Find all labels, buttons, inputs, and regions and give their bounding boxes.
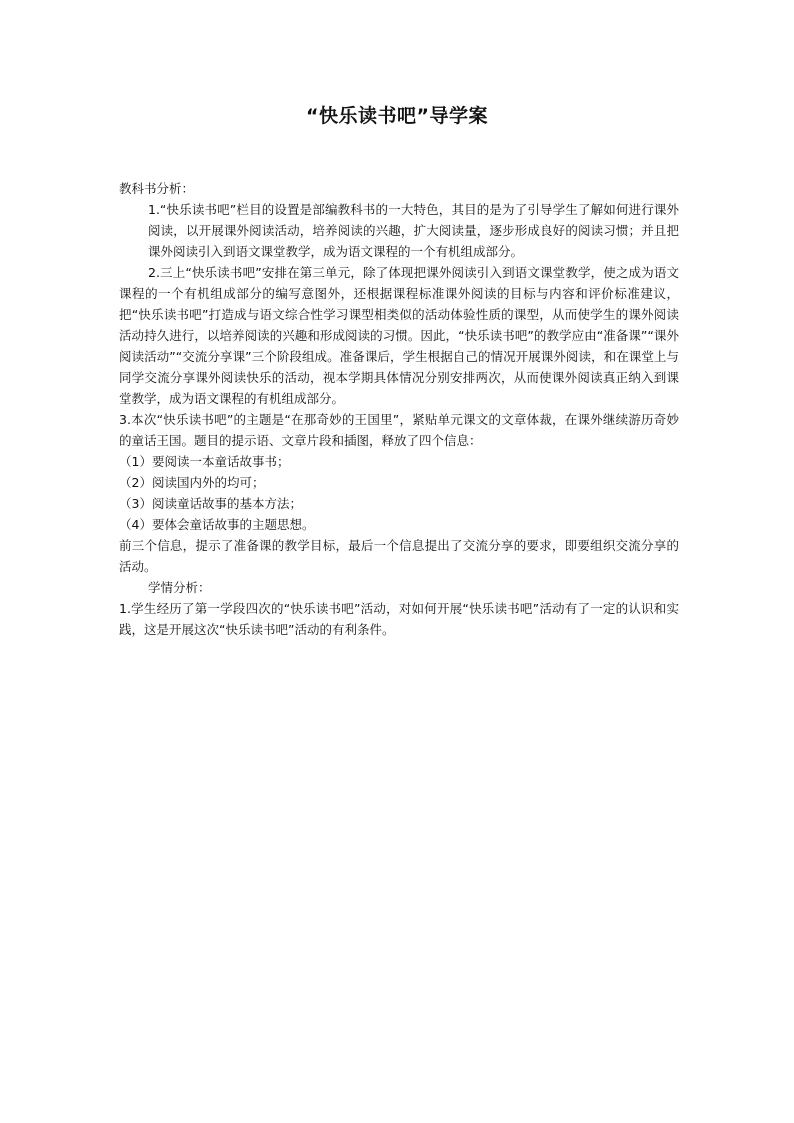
paragraph-4: 前三个信息，提示了准备课的教学目标，最后一个信息提出了交流分享的要求，即要组织交流分享的活动。 — [119, 538, 679, 574]
list-item: （3）阅读童话故事的基本方法； — [119, 496, 302, 511]
list-item: （2）阅读国内外的均可； — [119, 475, 265, 490]
document-title: “快乐读书吧”导学案 — [306, 105, 488, 127]
list-item: （4）要体会童话故事的主题思想。 — [119, 517, 315, 532]
paragraph-3: 3.本次“快乐读书吧”的主题是“在那奇妙的王国里”，紧贴单元课文的文章体裁，在课外继续游历奇妙的童话王国。题目的提示语、文章片段和插图，释放了四个信息： — [119, 412, 679, 448]
paragraph-2: 2.三上“快乐读书吧”安排在第三单元，除了体现把课外阅读引入到语文课堂教学，使之成为语文课程的一个有机组成部分的编写意图外，还根据课程标准课外阅读的目标与内容和评价标准建议，把“快乐读书吧”打造成与语文综合性学习课型相类似的活动体验性质的课型，从而使学生的课外阅读活动持久进行，以培养阅读的兴趣和形成阅读的习惯。因此，“快乐读书吧”的教学应由“准备课”“课外阅读活动”“交流分享课”三个阶段组成。准备课后，学生根据自己的情况开展课外阅读，和在课堂上与同学交流分享课外阅读快乐的活动，视本学期具体情况分别安排两次，从而使课外阅读真正纳入到课堂教学，成为语文课程的有机组成部分。 — [119, 265, 679, 406]
document-body — [119, 178, 679, 640]
list-item: （1）要阅读一本童话故事书； — [119, 454, 290, 469]
textbook-analysis-label: 教科书分析： — [119, 181, 195, 196]
student-analysis-label: 学情分析： — [148, 580, 211, 595]
paragraph-1: 1.“快乐读书吧”栏目的设置是部编教科书的一大特色，其目的是为了引导学生了解如何进行课外阅读，以开展课外阅读活动，培养阅读的兴趣，扩大阅读量，逐步形成良好的阅读习惯；并且把课外阅读引入到语文课堂教学，成为语文课程的一个有机组成部分。 — [148, 202, 679, 259]
paragraph-5: 1.学生经历了第一学段四次的“快乐读书吧”活动，对如何开展“快乐读书吧”活动有了一定的认识和实践，这是开展这次“快乐读书吧”活动的有利条件。 — [119, 601, 679, 637]
